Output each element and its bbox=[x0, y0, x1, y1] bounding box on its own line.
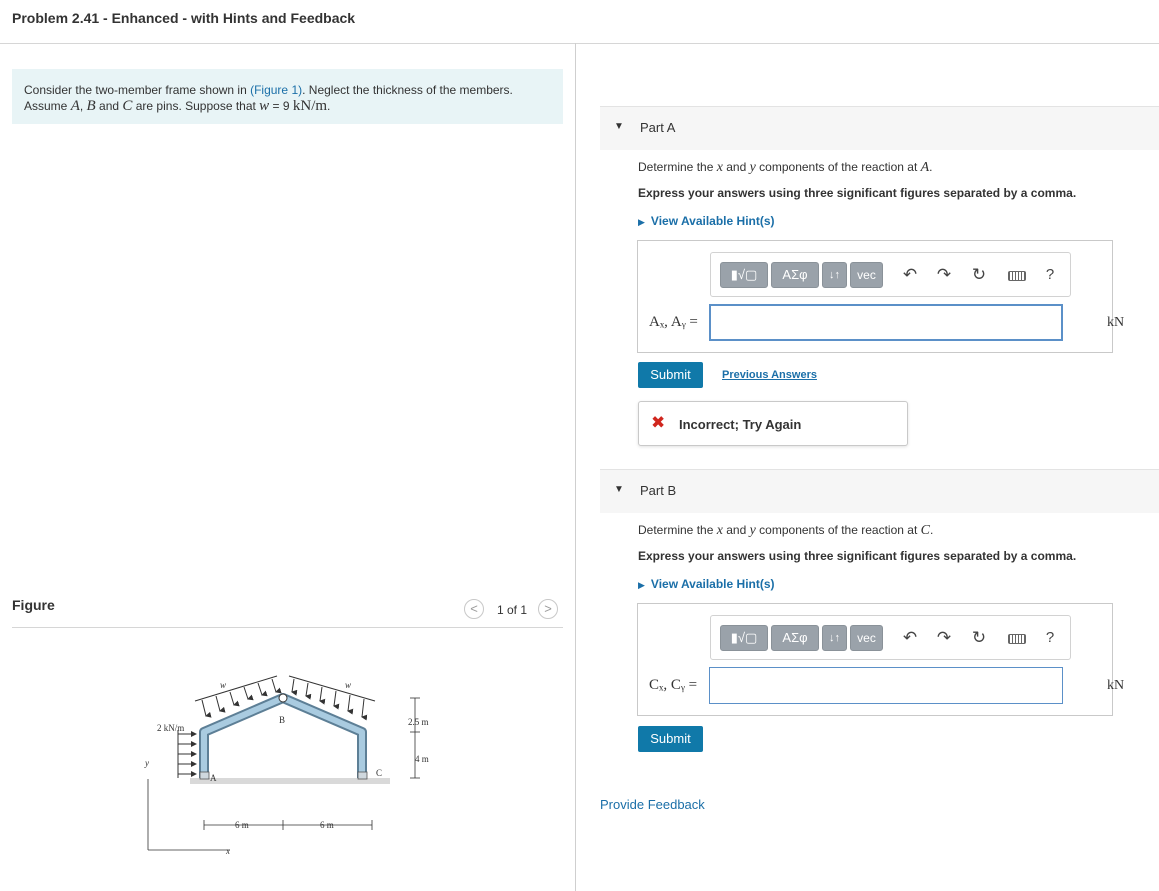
redo-icon[interactable]: ↷ bbox=[936, 628, 952, 647]
figure-label: Figure bbox=[12, 597, 55, 613]
frame-members-fill bbox=[204, 698, 362, 778]
part-b-header[interactable] bbox=[600, 469, 1159, 513]
intro-text: Consider the two-member frame shown in bbox=[24, 83, 251, 97]
undo-icon[interactable]: ↶ bbox=[902, 628, 918, 647]
label-height-side: 4 m bbox=[415, 754, 429, 764]
undo-icon[interactable]: ↶ bbox=[902, 265, 918, 284]
subscript-button[interactable]: ↓↑ bbox=[822, 262, 847, 288]
reset-icon[interactable]: ↻ bbox=[971, 265, 987, 284]
intro-and: and bbox=[95, 99, 123, 113]
load-line-right bbox=[289, 676, 375, 701]
intro-comma: , bbox=[79, 99, 87, 113]
label-axis-x: x bbox=[226, 846, 230, 856]
part-a-instructions: Express your answers using three significant figures separated by a comma. bbox=[638, 186, 1077, 200]
figure-link[interactable]: (Figure 1) bbox=[250, 83, 303, 97]
templates-button[interactable]: ▮√▢ bbox=[720, 625, 768, 651]
help-icon[interactable]: ? bbox=[1045, 266, 1055, 283]
prompt-text: components of the reaction at bbox=[755, 523, 921, 537]
page-title: Problem 2.41 - Enhanced - with Hints and Feedback bbox=[12, 10, 356, 26]
templates-button[interactable]: ▮√▢ bbox=[720, 262, 768, 288]
part-b-prompt bbox=[638, 523, 933, 539]
label-axis-y: y bbox=[145, 758, 149, 768]
prompt-and: and bbox=[722, 523, 750, 537]
part-a-answer-box bbox=[637, 240, 1125, 353]
column-divider bbox=[575, 43, 576, 891]
reset-icon[interactable]: ↻ bbox=[971, 628, 987, 647]
var-y: y bbox=[749, 523, 756, 538]
label-span-left: 6 m bbox=[235, 820, 249, 830]
feedback-message bbox=[638, 401, 908, 446]
feedback-text: Incorrect; Try Again bbox=[679, 417, 802, 432]
part-a-header[interactable] bbox=[600, 106, 1159, 150]
answer-label: Aₓ, Aᵧ = bbox=[649, 314, 698, 330]
error-x-icon: ✖ bbox=[651, 413, 666, 432]
keyboard-icon[interactable] bbox=[1008, 634, 1026, 644]
figure-next-button[interactable]: > bbox=[538, 599, 558, 619]
math-toolbar bbox=[710, 252, 1071, 297]
intro-text: . Neglect the thickness of the members. bbox=[302, 83, 513, 97]
part-a-hint-link[interactable] bbox=[638, 214, 775, 228]
intro-period: . bbox=[327, 99, 331, 113]
var-x: x bbox=[716, 160, 723, 175]
load-arrows-side bbox=[178, 734, 196, 774]
vec-button[interactable]: vec bbox=[850, 625, 883, 651]
label-height-top: 2.5 m bbox=[408, 717, 429, 727]
label-pin-b: B bbox=[279, 715, 286, 725]
figure-prev-button[interactable]: < bbox=[464, 599, 484, 619]
label-side-load: 2 kN/m bbox=[157, 723, 185, 733]
keyboard-icon[interactable] bbox=[1008, 271, 1026, 281]
previous-answers-link[interactable]: Previous Answers bbox=[722, 369, 817, 381]
part-a-submit-button[interactable]: Submit bbox=[638, 362, 703, 388]
math-toolbar bbox=[710, 615, 1071, 660]
pin-b bbox=[279, 694, 287, 702]
var-x: x bbox=[716, 523, 723, 538]
greek-button[interactable]: ΑΣφ bbox=[771, 262, 819, 288]
header-divider bbox=[0, 43, 1159, 44]
load-line-left bbox=[195, 676, 277, 701]
answer-label: Cₓ, Cᵧ = bbox=[649, 677, 698, 693]
hint-label: View Available Hint(s) bbox=[650, 214, 775, 228]
intro-text: are pins. Suppose that bbox=[132, 99, 260, 113]
var-c: C bbox=[122, 98, 133, 114]
prompt-end: . bbox=[929, 523, 934, 537]
prompt-text: Determine the bbox=[638, 160, 717, 174]
intro-text: Assume bbox=[24, 99, 71, 113]
problem-statement bbox=[12, 69, 563, 124]
prompt-text: Determine the bbox=[638, 523, 717, 537]
frame-figure bbox=[140, 668, 440, 863]
help-icon[interactable]: ? bbox=[1045, 629, 1055, 646]
part-a-prompt bbox=[638, 160, 933, 176]
prompt-and: and bbox=[722, 160, 750, 174]
figure-counter: 1 of 1 bbox=[497, 603, 528, 617]
var-b: B bbox=[86, 98, 96, 114]
pin-a-support bbox=[200, 772, 209, 779]
label-span-right: 6 m bbox=[320, 820, 334, 830]
part-b-answer-box bbox=[637, 603, 1125, 716]
caret-right-icon: ▶ bbox=[638, 217, 645, 227]
part-b-title: Part B bbox=[640, 483, 677, 498]
label-w-left: w bbox=[220, 680, 227, 690]
answer-unit: kN bbox=[1107, 315, 1125, 330]
redo-icon[interactable]: ↷ bbox=[936, 265, 952, 284]
part-a-title: Part A bbox=[640, 120, 676, 135]
part-b-submit-button[interactable]: Submit bbox=[638, 726, 703, 752]
frame-members bbox=[204, 698, 362, 778]
subscript-button[interactable]: ↓↑ bbox=[822, 625, 847, 651]
vec-button[interactable]: vec bbox=[850, 262, 883, 288]
var-w: w bbox=[259, 98, 270, 114]
prompt-end: . bbox=[929, 160, 933, 174]
load-unit: kN/m bbox=[292, 98, 328, 114]
prompt-text: components of the reaction at bbox=[755, 160, 921, 174]
part-b-hint-link[interactable] bbox=[638, 577, 775, 591]
point-a: A bbox=[920, 160, 930, 175]
provide-feedback-link[interactable]: Provide Feedback bbox=[600, 797, 705, 812]
label-pin-a: A bbox=[210, 773, 217, 783]
figure-divider bbox=[12, 627, 563, 628]
caret-right-icon: ▶ bbox=[638, 580, 645, 590]
label-w-right: w bbox=[345, 680, 352, 690]
load-value: = 9 bbox=[269, 99, 293, 113]
pin-c-support bbox=[358, 772, 367, 779]
collapse-triangle-icon[interactable]: ▼ bbox=[614, 121, 624, 132]
point-c: C bbox=[920, 523, 930, 538]
var-y: y bbox=[749, 160, 756, 175]
hint-label: View Available Hint(s) bbox=[650, 577, 775, 591]
var-a: A bbox=[70, 98, 80, 114]
answer-input[interactable] bbox=[709, 304, 1063, 341]
label-pin-c: C bbox=[376, 768, 383, 778]
greek-button[interactable]: ΑΣφ bbox=[771, 625, 819, 651]
answer-input[interactable] bbox=[709, 667, 1063, 704]
answer-unit: kN bbox=[1107, 678, 1125, 693]
part-b-instructions: Express your answers using three significant figures separated by a comma. bbox=[638, 549, 1077, 563]
collapse-triangle-icon[interactable]: ▼ bbox=[614, 484, 624, 495]
